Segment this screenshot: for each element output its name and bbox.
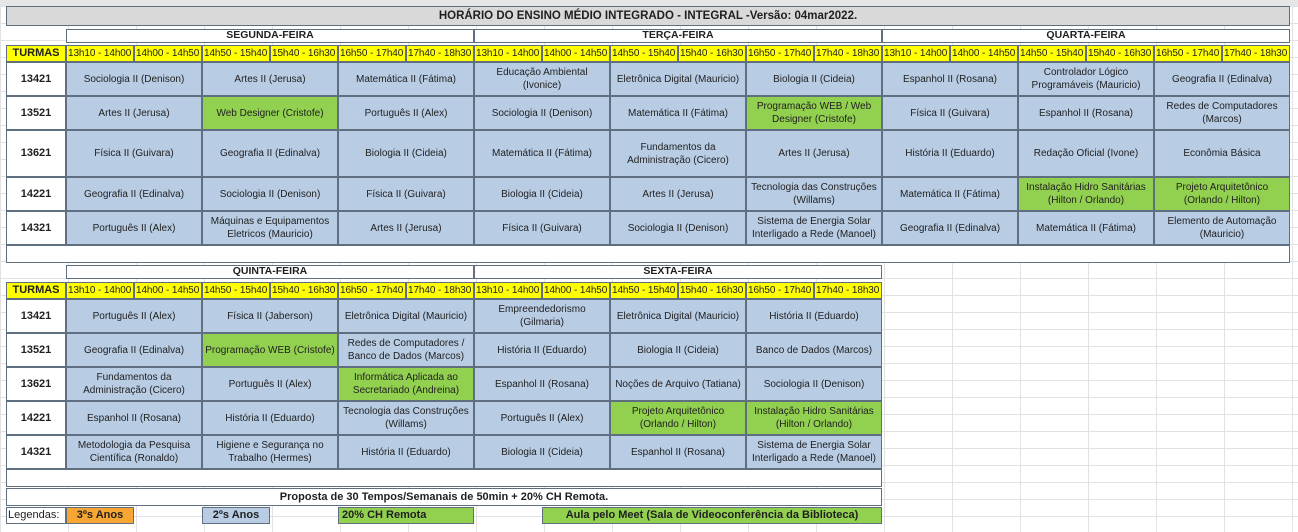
time-slot-header[interactable]: 14h50 - 15h40 [202, 282, 270, 299]
legend-label[interactable]: Legendas: [6, 507, 66, 524]
schedule-cell[interactable]: Web Designer (Cristofe) [202, 96, 338, 130]
schedule-cell[interactable]: Espanhol II (Rosana) [1018, 96, 1154, 130]
schedule-cell[interactable]: Biologia II (Cideia) [746, 62, 882, 96]
day-header-quarta[interactable]: QUARTA-FEIRA [882, 29, 1290, 43]
time-slot-header[interactable]: 16h50 - 17h40 [338, 45, 406, 62]
schedule-cell[interactable]: Educação Ambiental (Ivonice) [474, 62, 610, 96]
time-slot-header[interactable]: 13h10 - 14h00 [474, 282, 542, 299]
schedule-cell[interactable]: Instalação Hidro Sanitárias (Hilton / Orlando) [746, 401, 882, 435]
time-slot-header[interactable]: 17h40 - 18h30 [406, 45, 474, 62]
schedule-cell[interactable]: Banco de Dados (Marcos) [746, 333, 882, 367]
schedule-cell[interactable]: Sistema de Energia Solar Interligado a Rede (Manoel) [746, 211, 882, 245]
schedule-cell[interactable]: Sociologia II (Denison) [202, 177, 338, 211]
schedule-cell[interactable]: Matemática II (Fátima) [474, 130, 610, 177]
proposal-note[interactable]: Proposta de 30 Tempos/Semanais de 50min + 20% CH Remota. [6, 488, 882, 506]
time-slot-header[interactable]: 17h40 - 18h30 [1222, 45, 1290, 62]
schedule-cell[interactable]: Econômia Básica [1154, 130, 1290, 177]
schedule-cell[interactable]: Controlador Lógico Programáveis (Mauricio) [1018, 62, 1154, 96]
schedule-cell[interactable]: Projeto Arquitetônico (Orlando / Hilton) [610, 401, 746, 435]
schedule-cell[interactable]: Biologia II (Cideia) [474, 177, 610, 211]
class-label[interactable]: 13621 [6, 130, 66, 177]
schedule-cell[interactable]: Física II (Guivara) [474, 211, 610, 245]
schedule-cell[interactable]: Sociologia II (Denison) [746, 367, 882, 401]
time-slot-header[interactable]: 14h00 - 14h50 [950, 45, 1018, 62]
time-slot-header[interactable]: 17h40 - 18h30 [814, 282, 882, 299]
spacer-row[interactable] [6, 469, 882, 487]
time-slot-header[interactable]: 14h00 - 14h50 [542, 282, 610, 299]
schedule-cell[interactable]: Fundamentos da Administração (Cicero) [610, 130, 746, 177]
schedule-cell[interactable]: Geografia II (Edinalva) [882, 211, 1018, 245]
schedule-cell[interactable]: Instalação Hidro Sanitárias (Hilton / Orlando) [1018, 177, 1154, 211]
time-slot-header[interactable]: 15h40 - 16h30 [1086, 45, 1154, 62]
time-slot-header[interactable]: 13h10 - 14h00 [474, 45, 542, 62]
class-label[interactable]: 14321 [6, 435, 66, 469]
schedule-cell[interactable]: Tecnologia das Construções (Willams) [746, 177, 882, 211]
schedule-cell[interactable]: Programação WEB / Web Designer (Cristofe) [746, 96, 882, 130]
legend-3anos[interactable]: 3ºs Anos [66, 507, 134, 524]
time-slot-header[interactable]: 16h50 - 17h40 [338, 282, 406, 299]
schedule-cell[interactable]: Física II (Jaberson) [202, 299, 338, 333]
time-slot-header[interactable]: 17h40 - 18h30 [406, 282, 474, 299]
schedule-cell[interactable]: Sociologia II (Denison) [66, 62, 202, 96]
time-slot-header[interactable]: 14h50 - 15h40 [610, 45, 678, 62]
schedule-cell[interactable]: História II (Eduardo) [474, 333, 610, 367]
schedule-cell[interactable]: Artes II (Jerusa) [338, 211, 474, 245]
schedule-cell[interactable]: Física II (Guivara) [66, 130, 202, 177]
time-slot-header[interactable]: 16h50 - 17h40 [1154, 45, 1222, 62]
class-label[interactable]: 13621 [6, 367, 66, 401]
time-slot-header[interactable]: 13h10 - 14h00 [66, 282, 134, 299]
schedule-cell[interactable]: Metodologia da Pesquisa Científica (Ronaldo) [66, 435, 202, 469]
schedule-cell[interactable]: Matemática II (Fátima) [882, 177, 1018, 211]
time-slot-header[interactable]: 15h40 - 16h30 [270, 45, 338, 62]
turmas-header[interactable]: TURMAS [6, 45, 66, 62]
schedule-cell[interactable]: Física II (Guivara) [338, 177, 474, 211]
schedule-cell[interactable]: Português II (Alex) [474, 401, 610, 435]
class-label[interactable]: 13521 [6, 333, 66, 367]
schedule-cell[interactable]: Português II (Alex) [66, 211, 202, 245]
schedule-cell[interactable]: Tecnologia das Construções (Willams) [338, 401, 474, 435]
time-slot-header[interactable]: 13h10 - 14h00 [66, 45, 134, 62]
day-header-quinta[interactable]: QUINTA-FEIRA [66, 265, 474, 279]
schedule-cell[interactable]: Noções de Arquivo (Tatiana) [610, 367, 746, 401]
schedule-cell[interactable]: Espanhol II (Rosana) [66, 401, 202, 435]
schedule-cell[interactable]: Biologia II (Cideia) [338, 130, 474, 177]
legend-2anos[interactable]: 2ºs Anos [202, 507, 270, 524]
class-label[interactable]: 14321 [6, 211, 66, 245]
schedule-cell[interactable]: Geografia II (Edinalva) [66, 333, 202, 367]
time-slot-header[interactable]: 15h40 - 16h30 [270, 282, 338, 299]
time-slot-header[interactable]: 14h00 - 14h50 [134, 45, 202, 62]
class-label[interactable]: 13521 [6, 96, 66, 130]
schedule-cell[interactable]: Artes II (Jerusa) [66, 96, 202, 130]
schedule-cell[interactable]: História II (Eduardo) [202, 401, 338, 435]
day-header-sexta[interactable]: SEXTA-FEIRA [474, 265, 882, 279]
day-header-segunda[interactable]: SEGUNDA-FEIRA [66, 29, 474, 43]
schedule-cell[interactable]: História II (Eduardo) [882, 130, 1018, 177]
schedule-cell[interactable]: História II (Eduardo) [338, 435, 474, 469]
schedule-cell[interactable]: Eletrônica Digital (Mauricio) [610, 299, 746, 333]
schedule-cell[interactable]: Português II (Alex) [338, 96, 474, 130]
time-slot-header[interactable]: 14h50 - 15h40 [202, 45, 270, 62]
class-label[interactable]: 14221 [6, 177, 66, 211]
schedule-cell[interactable]: Informática Aplicada ao Secretariado (Andreina) [338, 367, 474, 401]
schedule-cell[interactable]: Espanhol II (Rosana) [882, 62, 1018, 96]
sheet-title[interactable]: HORÁRIO DO ENSINO MÉDIO INTEGRADO - INTEGRAL -Versão: 04mar2022. [6, 6, 1290, 26]
schedule-cell[interactable]: Artes II (Jerusa) [746, 130, 882, 177]
schedule-cell[interactable]: Artes II (Jerusa) [202, 62, 338, 96]
schedule-cell[interactable]: Matemática II (Fátima) [1018, 211, 1154, 245]
schedule-cell[interactable]: Elemento de Automação (Mauricio) [1154, 211, 1290, 245]
schedule-cell[interactable]: Geografia II (Edinalva) [1154, 62, 1290, 96]
schedule-cell[interactable]: Espanhol II (Rosana) [474, 367, 610, 401]
day-header-terca[interactable]: TERÇA-FEIRA [474, 29, 882, 43]
schedule-cell[interactable]: Sistema de Energia Solar Interligado a Rede (Manoel) [746, 435, 882, 469]
schedule-cell[interactable]: Programação WEB (Cristofe) [202, 333, 338, 367]
schedule-cell[interactable]: Sociologia II (Denison) [610, 211, 746, 245]
schedule-cell[interactable]: Espanhol II (Rosana) [610, 435, 746, 469]
class-label[interactable]: 14221 [6, 401, 66, 435]
schedule-cell[interactable]: Projeto Arquitetônico (Orlando / Hilton) [1154, 177, 1290, 211]
schedule-cell[interactable]: Geografia II (Edinalva) [202, 130, 338, 177]
schedule-cell[interactable]: Português II (Alex) [66, 299, 202, 333]
time-slot-header[interactable]: 16h50 - 17h40 [746, 45, 814, 62]
time-slot-header[interactable]: 16h50 - 17h40 [746, 282, 814, 299]
schedule-cell[interactable]: Redes de Computadores (Marcos) [1154, 96, 1290, 130]
schedule-cell[interactable]: Sociologia II (Denison) [474, 96, 610, 130]
schedule-cell[interactable]: Redes de Computadores / Banco de Dados (Marcos) [338, 333, 474, 367]
schedule-cell[interactable]: Biologia II (Cideia) [610, 333, 746, 367]
schedule-cell[interactable]: Fundamentos da Administração (Cicero) [66, 367, 202, 401]
schedule-cell[interactable]: Redação Oficial (Ivone) [1018, 130, 1154, 177]
schedule-cell[interactable]: Geografia II (Edinalva) [66, 177, 202, 211]
spacer-row[interactable] [6, 245, 1290, 263]
schedule-cell[interactable]: Matemática II (Fátima) [610, 96, 746, 130]
class-label[interactable]: 13421 [6, 299, 66, 333]
turmas-header[interactable]: TURMAS [6, 282, 66, 299]
schedule-cell[interactable]: Matemática II (Fátima) [338, 62, 474, 96]
schedule-cell[interactable]: Eletrônica Digital (Mauricio) [610, 62, 746, 96]
schedule-cell[interactable]: Máquinas e Equipamentos Eletricos (Mauricio) [202, 211, 338, 245]
legend-remota[interactable]: 20% CH Remota [338, 507, 474, 524]
time-slot-header[interactable]: 14h00 - 14h50 [542, 45, 610, 62]
schedule-cell[interactable]: Empreendedorismo (Gilmaria) [474, 299, 610, 333]
schedule-cell[interactable]: Física II (Guivara) [882, 96, 1018, 130]
schedule-cell[interactable]: História II (Eduardo) [746, 299, 882, 333]
time-slot-header[interactable]: 14h00 - 14h50 [134, 282, 202, 299]
schedule-cell[interactable]: Higiene e Segurança no Trabalho (Hermes) [202, 435, 338, 469]
schedule-cell[interactable]: Eletrônica Digital (Mauricio) [338, 299, 474, 333]
time-slot-header[interactable]: 17h40 - 18h30 [814, 45, 882, 62]
legend-meet[interactable]: Aula pelo Meet (Sala de Videoconferência da Biblioteca) [542, 507, 882, 524]
class-label[interactable]: 13421 [6, 62, 66, 96]
time-slot-header[interactable]: 15h40 - 16h30 [678, 45, 746, 62]
time-slot-header[interactable]: 14h50 - 15h40 [610, 282, 678, 299]
time-slot-header[interactable]: 15h40 - 16h30 [678, 282, 746, 299]
schedule-cell[interactable]: Português II (Alex) [202, 367, 338, 401]
time-slot-header[interactable]: 14h50 - 15h40 [1018, 45, 1086, 62]
schedule-cell[interactable]: Biologia II (Cideia) [474, 435, 610, 469]
time-slot-header[interactable]: 13h10 - 14h00 [882, 45, 950, 62]
schedule-cell[interactable]: Artes II (Jerusa) [610, 177, 746, 211]
